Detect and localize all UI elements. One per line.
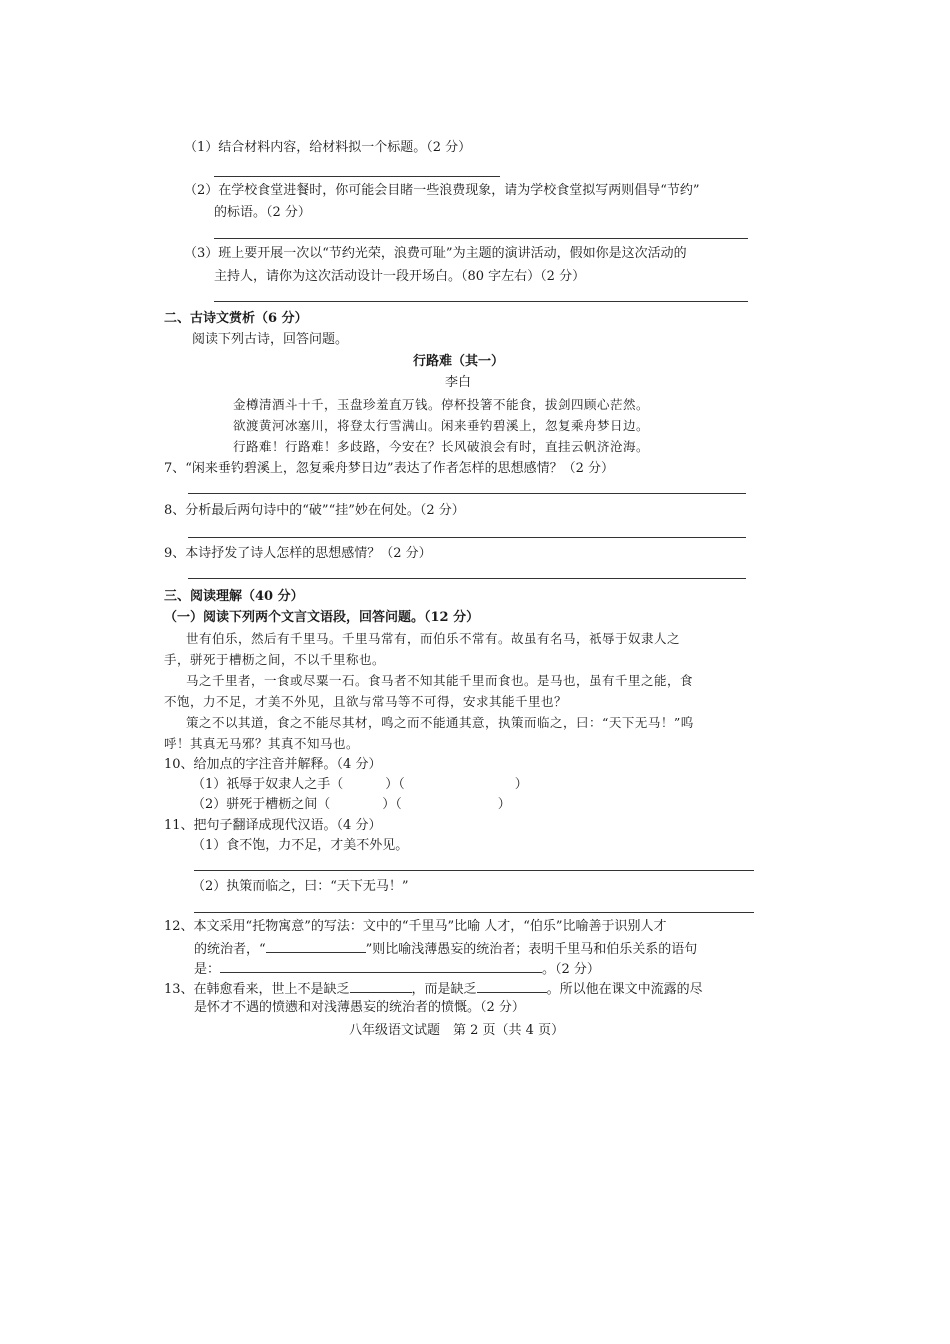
section-2-instruction: 阅读下列古诗，回答问题。 <box>192 332 349 347</box>
question-2-line-1: （2）在学校食堂进餐时，你可能会目睹一些浪费现象，请为学校食堂拟写两则倡导“节约” <box>184 183 700 198</box>
question-12-line-3 <box>194 959 600 979</box>
answer-line[interactable] <box>188 493 746 494</box>
q12-text: ”则比喻浅薄愚妄的统治者；表明千里马和伯乐关系的语句 <box>365 942 698 957</box>
passage-line: 世有伯乐，然后有千里马。千里马常有，而伯乐不常有。故虽有名马，祇辱于奴隶人之 <box>186 631 681 646</box>
answer-line[interactable] <box>214 238 748 239</box>
poem-author: 李白 <box>445 375 472 390</box>
passage-line: 策之不以其道，食之不能尽其材，鸣之而不能通其意，执策而临之，曰：“天下无马！”呜 <box>186 715 694 730</box>
question-13-line-1 <box>164 979 703 999</box>
poem-line: 金樽清酒斗十千，玉盘珍羞直万钱。停杯投箸不能食，拔剑四顾心茫然。 <box>233 397 650 412</box>
q13-text: 13、在韩愈看来，世上不是缺乏 <box>164 982 350 997</box>
section-3-heading: 三、阅读理解（40 分） <box>164 589 304 604</box>
passage-line: 呼！其真无马邪？其真不知马也。 <box>164 736 360 751</box>
question-3-line-1: （3）班上要开展一次以“节约光荣，浪费可耻”为主题的演讲活动，假如你是这次活动的 <box>184 246 687 261</box>
answer-blank[interactable] <box>477 979 547 993</box>
page-footer: 八年级语文试题 第 2 页（共 4 页） <box>349 1023 565 1038</box>
paren-end: ） <box>497 797 511 812</box>
poem-title: 行路难（其一） <box>413 354 505 369</box>
poem-line: 行路难！行路难！多歧路，今安在？长风破浪会有时，直挂云帆济沧海。 <box>233 439 650 454</box>
answer-blank[interactable] <box>266 939 366 953</box>
passage-line: 马之千里者，一食或尽粟一石。食马者不知其能千里而食也。是马也，虽有千里之能，食 <box>186 673 694 688</box>
poem-line: 欲渡黄河冰塞川，将登太行雪满山。闲来垂钓碧溪上，忽复乘舟梦日边。 <box>233 418 650 433</box>
question-13-line-2: 是怀才不遇的愤懑和对浅薄愚妄的统治者的愤慨。（2 分） <box>194 1000 525 1015</box>
question-11-2: （2）执策而临之，曰：“天下无马！” <box>192 879 409 894</box>
answer-line[interactable] <box>214 176 500 177</box>
question-12-line-1: 12、本文采用“托物寓意”的写法：文中的“千里马”比喻 人才，“伯乐”比喻善于识别人才 <box>164 919 667 934</box>
q13-text: 。所以他在课文中流露的尽 <box>546 982 703 997</box>
question-10-1-text: （1）祇辱于奴隶人之手（ <box>192 777 344 792</box>
question-9: 9、本诗抒发了诗人怎样的思想感情？（2 分） <box>164 546 432 561</box>
answer-line[interactable] <box>214 301 748 302</box>
question-7: 7、“闲来垂钓碧溪上，忽复乘舟梦日边”表达了作者怎样的思想感情？（2 分） <box>164 461 614 476</box>
question-1: （1）结合材料内容，给材料拟一个标题。（2 分） <box>184 140 472 155</box>
passage-line: 手，骈死于槽枥之间，不以千里称也。 <box>164 652 386 667</box>
passage-line: 不饱，力不足，才美不外见，且欲与常马等不可得，安求其能千里也？ <box>164 694 568 709</box>
question-11-1: （1）食不饱，力不足，才美不外见。 <box>192 838 409 853</box>
question-12-line-2 <box>194 939 697 959</box>
answer-blank[interactable] <box>220 959 542 973</box>
q13-text: ，而是缺乏 <box>411 982 477 997</box>
question-10-2-text: （2）骈死于槽枥之间（ <box>192 797 331 812</box>
q12-text: 的统治者，“ <box>194 942 266 957</box>
answer-line[interactable] <box>188 537 746 538</box>
answer-line[interactable] <box>188 578 746 579</box>
paren-end: ） <box>514 777 528 792</box>
question-10-1 <box>192 776 528 794</box>
question-10: 10、给加点的字注音并解释。（4 分） <box>164 757 382 772</box>
answer-blank[interactable] <box>350 979 412 993</box>
question-10-2 <box>192 796 511 814</box>
question-11: 11、把句子翻译成现代汉语。（4 分） <box>164 818 382 833</box>
question-3-line-2: 主持人，请你为这次活动设计一段开场白。（80 字左右）（2 分） <box>214 269 586 284</box>
paren-mid: ）（ <box>382 797 402 812</box>
answer-line[interactable] <box>194 912 754 913</box>
q12-text: 是： <box>194 962 221 977</box>
answer-line[interactable] <box>194 870 754 871</box>
subsection-1-heading: （一）阅读下列两个文言文语段，回答问题。（12 分） <box>164 610 480 625</box>
question-2-line-2: 的标语。（2 分） <box>214 205 311 220</box>
section-2-heading: 二、古诗文赏析（6 分） <box>164 311 308 326</box>
paren-mid: ）（ <box>385 777 405 792</box>
q12-text: 。（2 分） <box>542 962 600 977</box>
question-8: 8、分析最后两句诗中的“破”“挂”妙在何处。（2 分） <box>164 503 465 518</box>
